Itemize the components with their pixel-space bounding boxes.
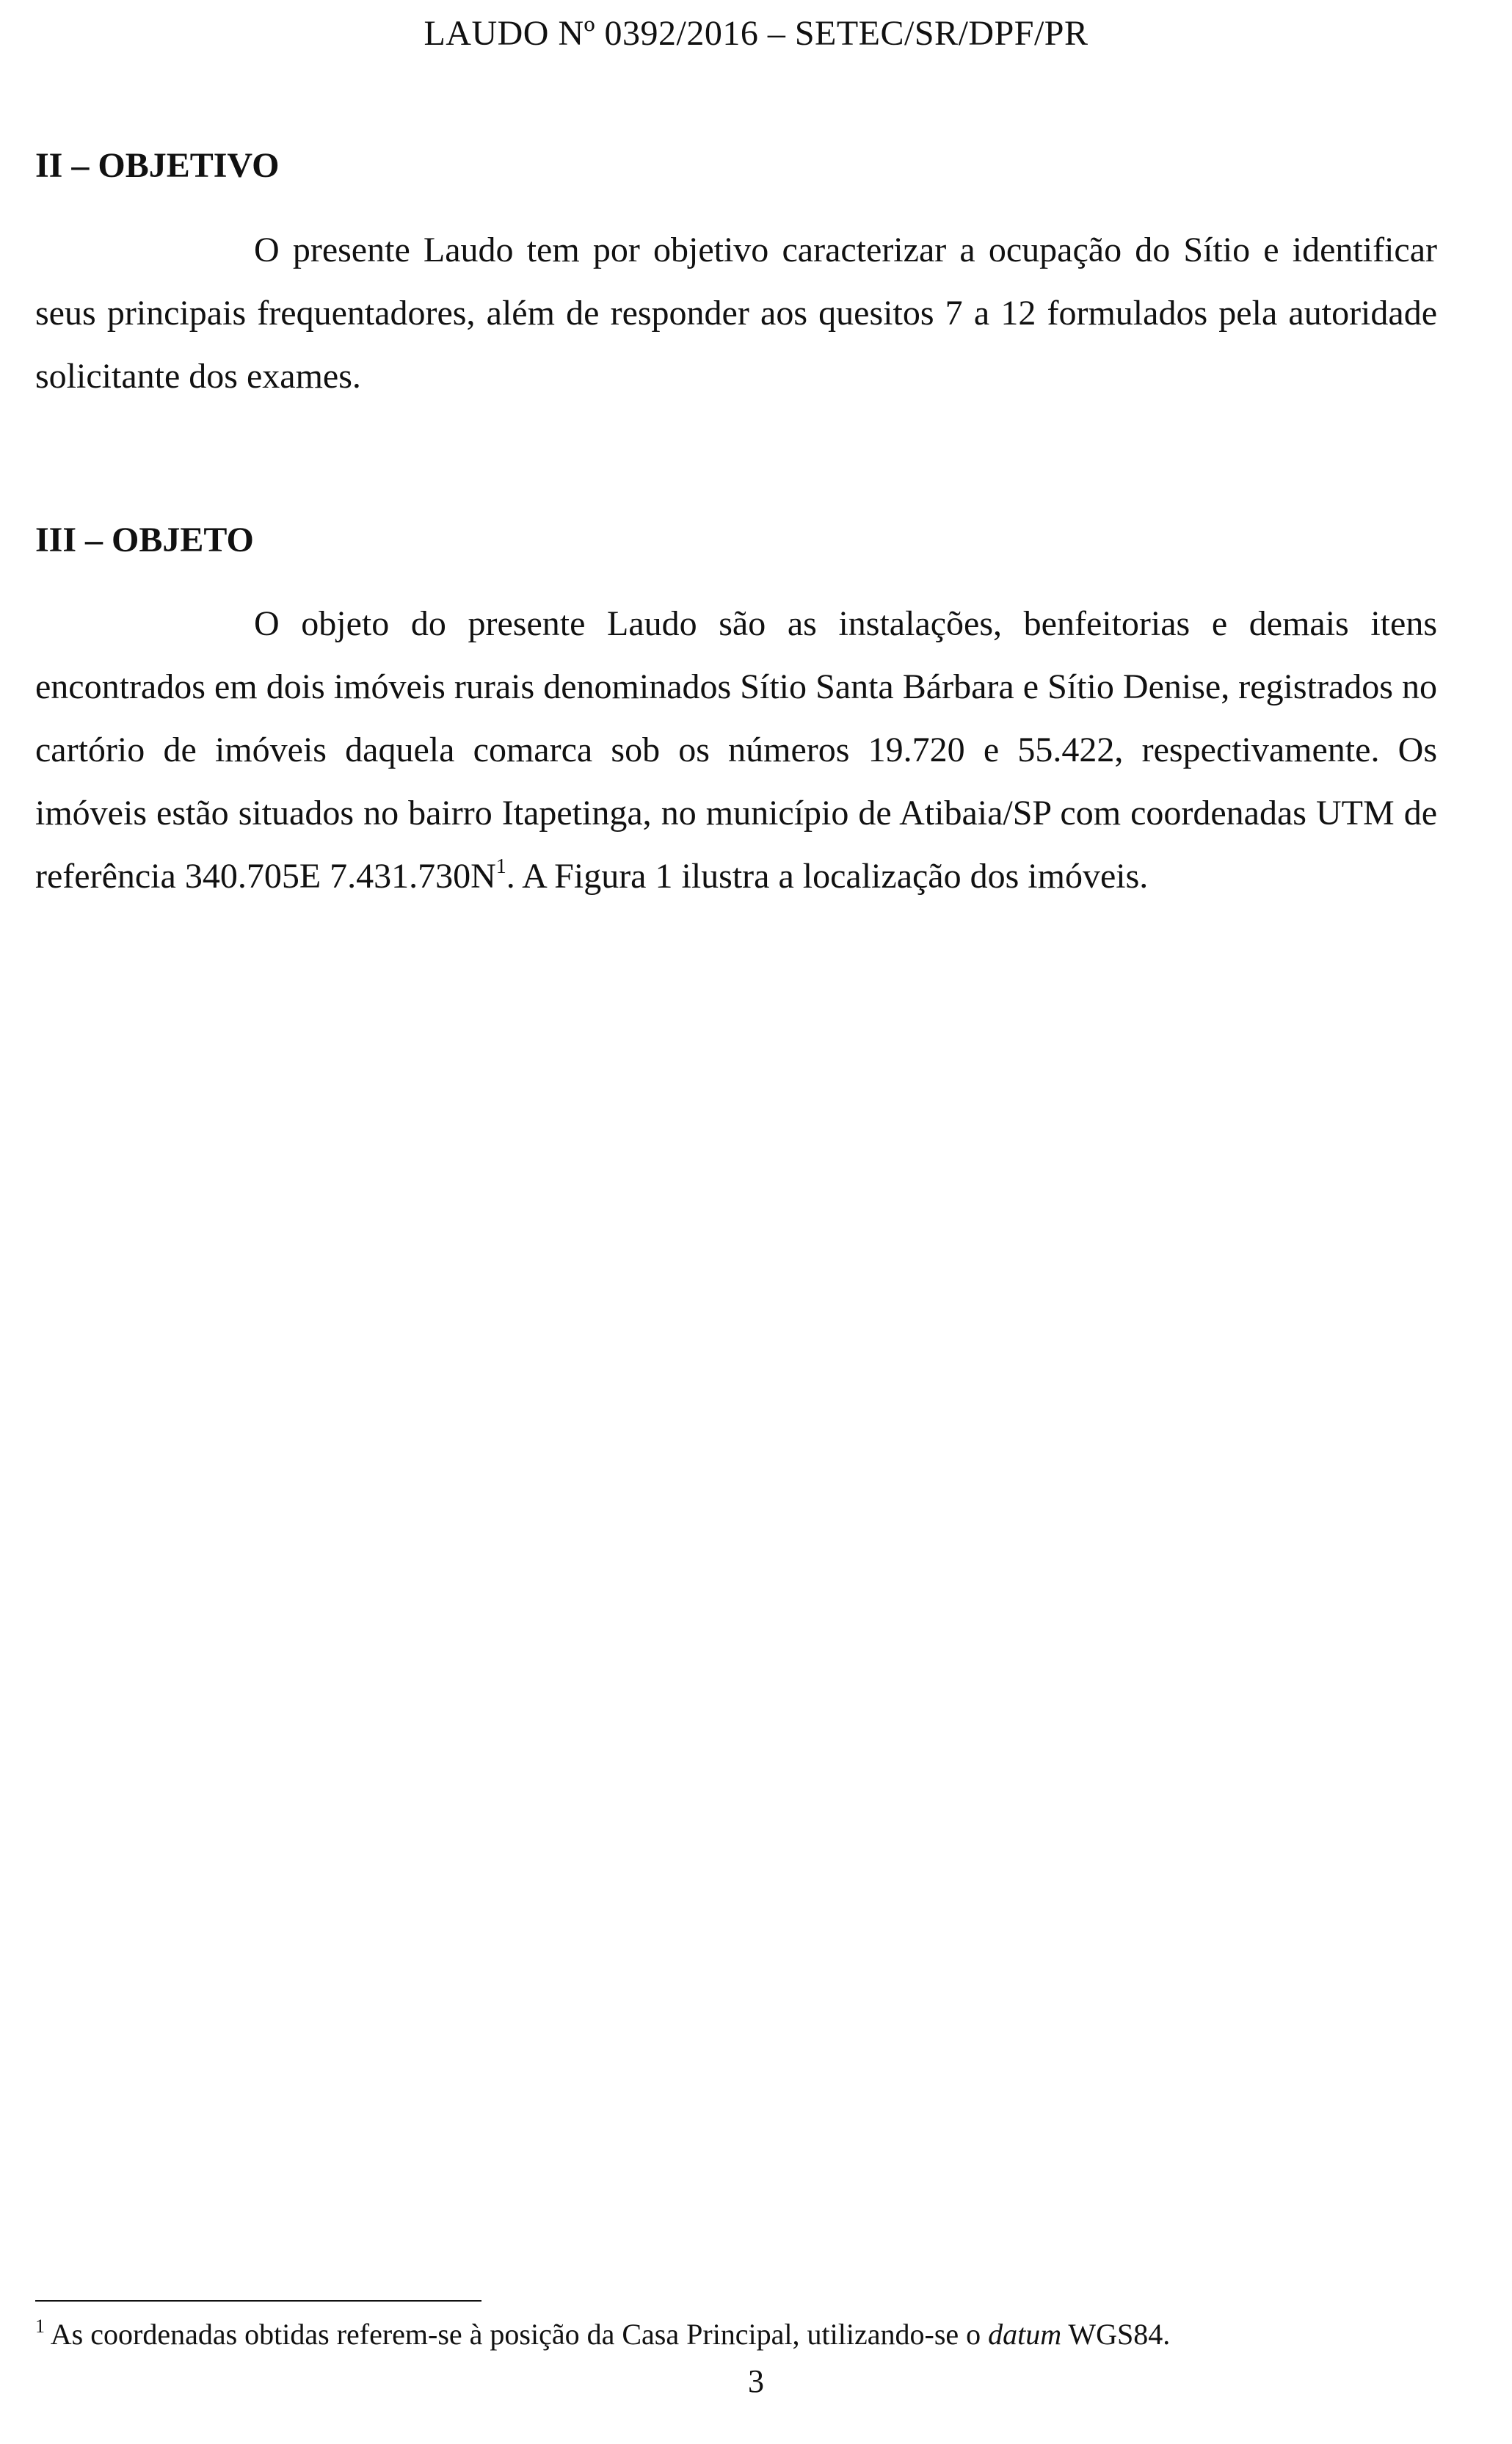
footnote-number: 1 [35,2316,45,2337]
paragraph-objeto-main: O objeto do presente Laudo são as instalações, benfeitorias e demais itens encontrados em dois imóveis rurais denominados Sítio Santa Bárbara e Sítio Denise, registrados no cartório de imóveis daquela comarca sob os números 19.720 e 55.422, respectivamente. Os imóveis estão situados no bairro Itapetinga, no município de Atibaia/SP com coordenadas UTM de referência 340.705E 7.431.730N [35,604,1437,896]
section-heading-objeto: III – OBJETO [35,521,254,559]
paragraph-objeto [35,592,1437,908]
footnote-term: datum [988,2318,1062,2351]
footnote-divider [35,2300,481,2302]
footnote [35,2316,1430,2354]
page-header: LAUDO Nº 0392/2016 – SETEC/SR/DPF/PR [424,14,1088,53]
section-heading-objetivo: II – OBJETIVO [35,146,280,185]
paragraph-objeto-tail: . A Figura 1 ilustra a localização dos imóveis. [506,857,1149,896]
page-number: 3 [748,2363,764,2399]
paragraph-objetivo: O presente Laudo tem por objetivo caracterizar a ocupação do Sítio e identificar seus principais frequentadores, além de responder aos quesitos 7 a 12 formulados pela autoridade solicitante dos exames. [35,231,1437,396]
footnote-reference: 1 [495,855,506,878]
footnote-text-before: As coordenadas obtidas referem-se à posição da Casa Principal, utilizando-se o [45,2318,989,2351]
footnote-text-after: WGS84. [1061,2318,1171,2351]
